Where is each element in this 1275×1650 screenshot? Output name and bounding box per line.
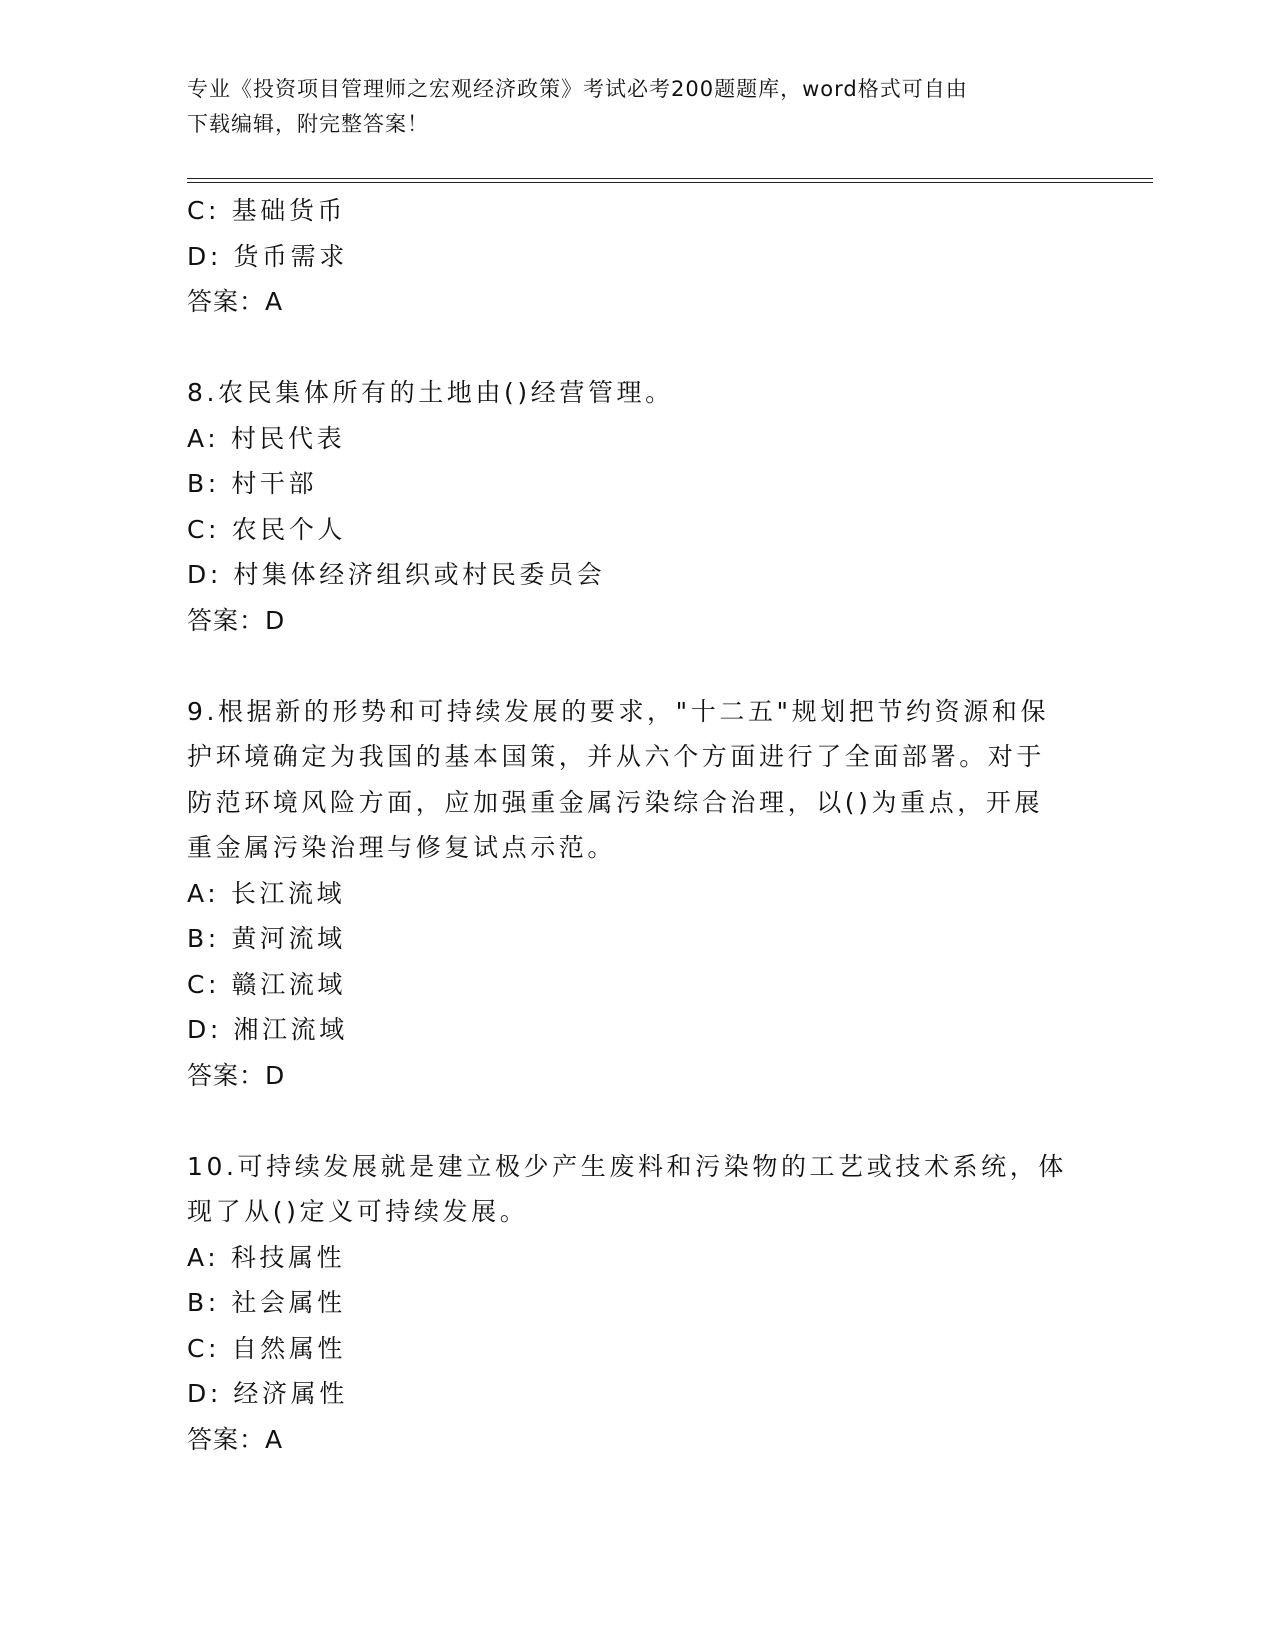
question-list [187,188,1087,1462]
question-8 [187,370,1087,643]
spacer [187,643,1087,689]
option-a: A: 科技属性 [187,1242,346,1272]
answer-line: 答案：D [187,1060,286,1090]
header-line-2: 下载编辑，附完整答案！ [187,112,429,136]
option-b: B: 社会属性 [187,1288,346,1317]
question-stem-line-1: 9.根据新的形势和可持续发展的要求，"十二五"规划把节约资源和保 [187,696,1050,726]
header-divider-bottom [187,182,1153,183]
question-10 [187,1144,1087,1463]
option-c: C: 农民个人 [187,514,347,544]
question-stem: 8.农民集体所有的土地由()经营管理。 [187,378,674,407]
option-c: C: 自然属性 [187,1333,347,1363]
option-b: B: 村干部 [187,469,318,498]
header-line-1: 专业《投资项目管理师之宏观经济政策》考试必考200题题库，word格式可自由 [187,77,968,101]
option-d: D: 村集体经济组织或村民委员会 [187,560,606,589]
spacer [187,325,1087,371]
question-stem-line-2: 护环境确定为我国的基本国策，并从六个方面进行了全面部署。对于 [187,742,1046,771]
option-a: A: 长江流域 [187,878,346,908]
question-stem-line-1: 10.可持续发展就是建立极少产生废料和污染物的工艺或技术系统，体 [187,1151,1067,1181]
answer-line: 答案：A [187,287,284,316]
option-b: B: 黄河流域 [187,924,346,953]
option-d: D: 经济属性 [187,1379,348,1408]
question-stem-line-2: 现了从()定义可持续发展。 [187,1197,529,1226]
question-7-continued [187,188,1087,325]
question-stem-line-3: 防范环境风险方面，应加强重金属污染综合治理，以()为重点，开展 [187,787,1044,817]
option-d: D: 货币需求 [187,241,348,271]
question-stem-line-4: 重金属污染治理与修复试点示范。 [187,833,617,862]
answer-line: 答案：A [187,1424,284,1454]
header-divider-top [187,178,1153,179]
answer-line: 答案：D [187,605,286,635]
question-9 [187,689,1087,1099]
option-d: D: 湘江流域 [187,1015,348,1044]
option-c: C: 赣江流域 [187,969,347,999]
document-header [187,72,1067,142]
spacer [187,1098,1087,1144]
option-c: C: 基础货币 [187,196,347,225]
option-a: A: 村民代表 [187,423,346,453]
